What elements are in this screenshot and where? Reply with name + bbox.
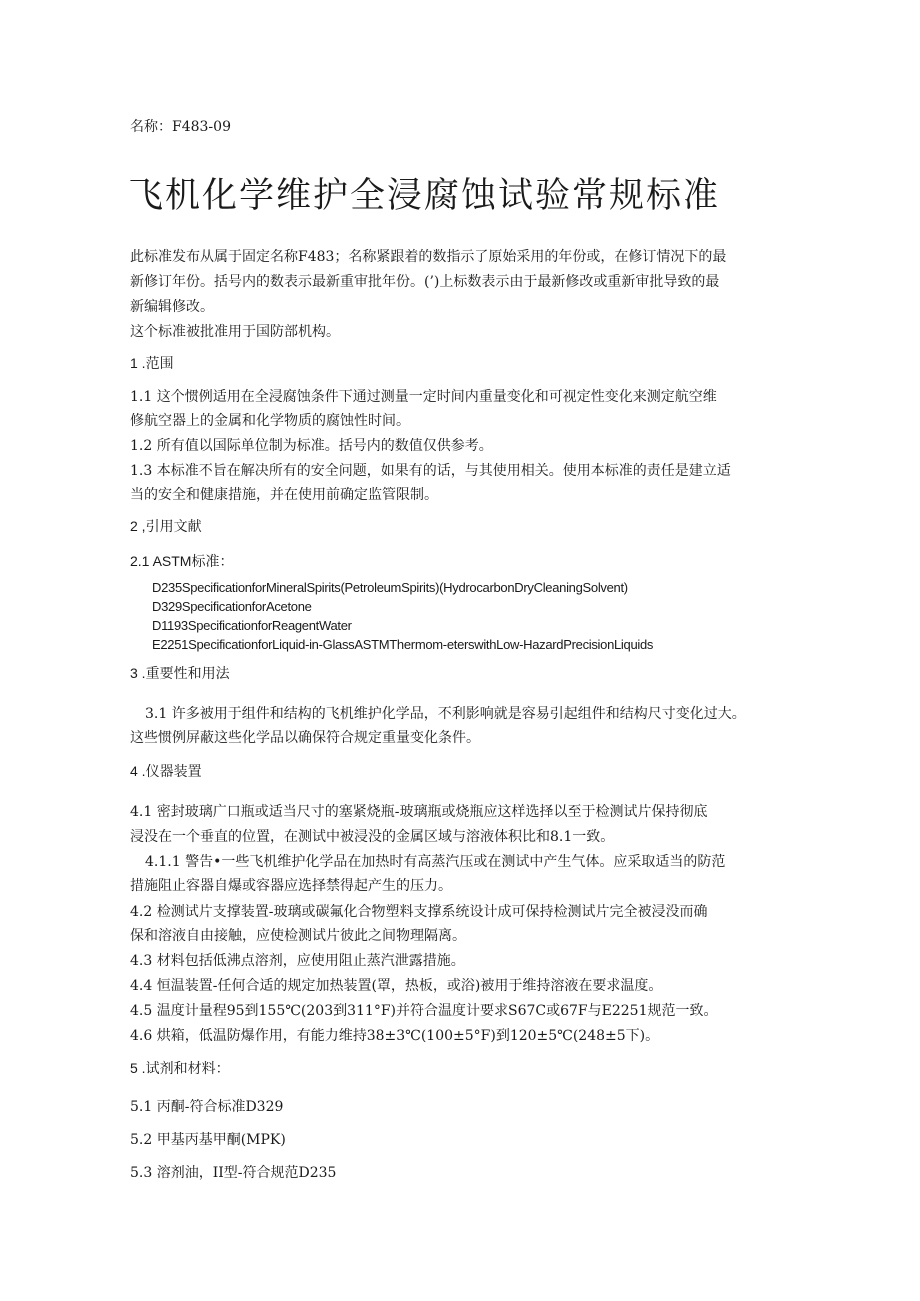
intro-line-1: 此标准发布从属于固定名称F483；名称紧跟着的数指示了原始采用的年份或，在修订情况下的最 xyxy=(130,249,727,265)
para-4-2-line-1: 4.2 检测试片支撑装置-玻璃或碳氟化合物塑料支撑系统设计成可保持检测试片完全被浸没而确 xyxy=(130,904,708,920)
section-5-heading: 5 .试剂和材料： xyxy=(130,1060,230,1076)
intro-line-4: 这个标准被批准用于国防部机构。 xyxy=(130,324,340,340)
document-name-line: 名称：F483-09 xyxy=(130,119,231,135)
reference-d1193: D1193SpecificationforReagentWater xyxy=(152,618,352,633)
reference-d235: D235SpecificationforMineralSpirits(PetroleumSpirits)(HydrocarbonDryCleaningSolvent) xyxy=(152,580,628,595)
para-4-1-line-1: 4.1 密封玻璃广口瓶或适当尺寸的塞紧烧瓶-玻璃瓶或烧瓶应这样选择以至于检测试片保持彻底 xyxy=(130,804,708,820)
para-4-6: 4.6 烘箱，低温防爆作用，有能力维持38±3℃(100±5°F)到120±5℃(248±5下)。 xyxy=(130,1028,660,1044)
para-3-1-line-1: 3.1 许多被用于组件和结构的飞机维护化学品，不利影响就是容易引起组件和结构尺寸变化过大。 xyxy=(145,706,746,722)
para-2-1: 2.1 ASTM标准： xyxy=(130,553,234,569)
para-4-1-1-line-1: 4.1.1 警告•一些飞机维护化学品在加热时有高蒸汽压或在测试中产生气体。应采取适当的防范 xyxy=(145,854,726,870)
para-4-1-line-2: 浸没在一个垂直的位置，在测试中被浸没的金属区域与溶液体积比和8.1一致。 xyxy=(130,829,615,845)
section-2-heading: 2 ,引用文献 xyxy=(130,518,202,534)
document-title: 飞机化学维护全浸腐蚀试验常规标准 xyxy=(128,176,721,216)
para-1-2: 1.2 所有值以国际单位制为标准。括号内的数值仅供参考。 xyxy=(130,438,493,454)
section-3-heading: 3 .重要性和用法 xyxy=(130,665,230,681)
para-4-5: 4.5 温度计量程95到155℃(203到311°F)并符合温度计要求S67C或67F与E2251规范一致。 xyxy=(130,1003,718,1019)
para-4-1-1-line-2: 措施阻止容器自爆或容器应选择禁得起产生的压力。 xyxy=(130,878,452,894)
para-5-1: 5.1 丙酮-符合标准D329 xyxy=(130,1099,284,1115)
para-3-1-line-2: 这些惯例屏蔽这些化学品以确保符合规定重量变化条件。 xyxy=(130,730,480,746)
reference-e2251: E2251SpecificationforLiquid-in-GlassASTMThermom-eterswithLow-HazardPrecisionLiquids xyxy=(152,637,654,652)
section-1-heading: 1 .范围 xyxy=(130,355,174,371)
para-5-3: 5.3 溶剂油，II型-符合规范D235 xyxy=(130,1165,337,1181)
section-4-heading: 4 .仪器装置 xyxy=(130,763,202,779)
para-5-2: 5.2 甲基丙基甲酮(MPK) xyxy=(130,1132,286,1148)
para-1-3-line-2: 当的安全和健康措施，并在使用前确定监管限制。 xyxy=(130,487,438,503)
para-4-2-line-2: 保和溶液自由接触，应使检测试片彼此之间物理隔离。 xyxy=(130,928,466,944)
intro-line-3: 新编辑修改。 xyxy=(130,299,214,315)
para-4-3: 4.3 材料包括低沸点溶剂，应使用阻止蒸汽泄露措施。 xyxy=(130,953,465,969)
para-1-1-line-1: 1.1 这个惯例适用在全浸腐蚀条件下通过测量一定时间内重量变化和可视定性变化来测定航空维 xyxy=(130,389,717,405)
para-1-1-line-2: 修航空器上的金属和化学物质的腐蚀性时间。 xyxy=(130,413,410,429)
reference-d329: D329SpecificationforAcetone xyxy=(152,599,312,614)
para-1-3-line-1: 1.3 本标准不旨在解决所有的安全问题，如果有的话，与其使用相关。使用本标准的责任是建立适 xyxy=(130,463,731,479)
intro-line-2: 新修订年份。括号内的数表示最新重审批年份。(’)上标数表示由于最新修改或重新审批导致的最 xyxy=(130,274,720,290)
para-4-4: 4.4 恒温装置-任何合适的规定加热装置(罩，热板，或浴)被用于维持溶液在要求温度。 xyxy=(130,978,663,994)
